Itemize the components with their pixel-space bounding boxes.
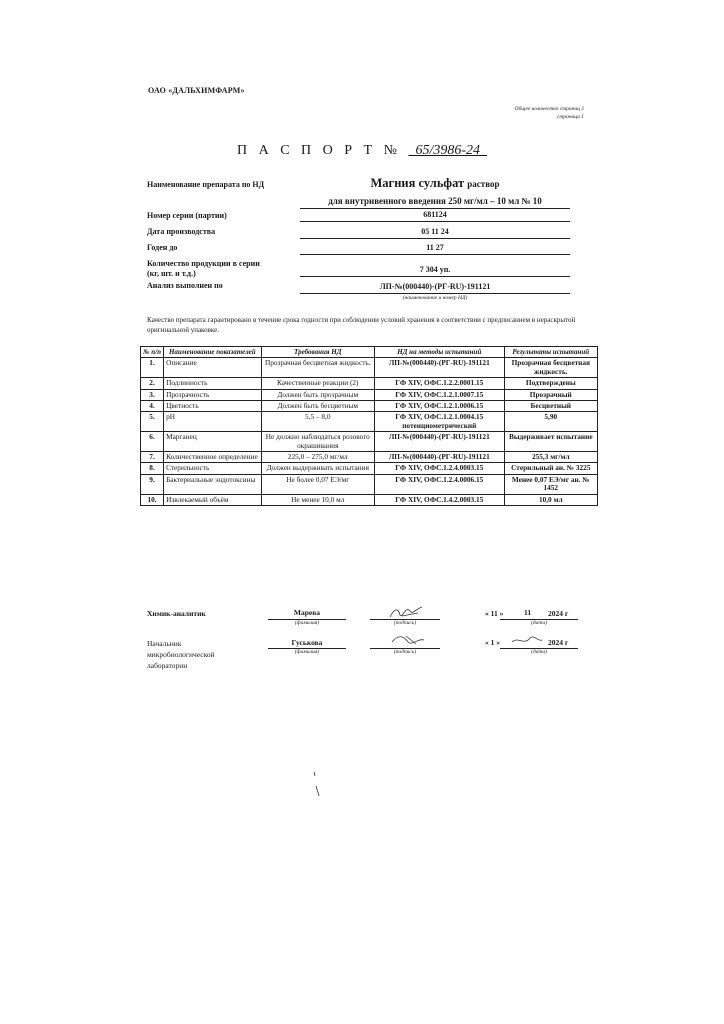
expiry-value: 11 27 (426, 243, 444, 252)
drug-form: раствор (467, 179, 500, 189)
cell-indicator: Прозрачность (164, 389, 261, 400)
page-info (514, 105, 584, 121)
qty-label-line1: Количество продукции в серии (147, 259, 260, 268)
head-cap-sign: (подпись) (393, 649, 417, 655)
header-num: № п/п (141, 347, 164, 358)
drug-name-main: Магния сульфат (370, 176, 465, 190)
title-prefix: П А С П О Р Т № (236, 143, 401, 158)
cell-method: ЛП-№(000440)-(РГ-RU)-191121 (375, 452, 505, 463)
cell-indicator: Цветность (164, 401, 261, 412)
cell-result: Менее 0,07 ЕЭ/мг ан. № 1452 (504, 474, 597, 494)
cell-method: ЛП-№(000440)-(РГ-RU)-191121 (375, 432, 505, 452)
results-table (140, 346, 598, 506)
cell-indicator: Марганец (164, 432, 261, 452)
table-row (141, 452, 598, 463)
quality-statement: Качество препарата гарантировано в течение срока годности при соблюдении условий хранения в соответствии с предписанием в нераскрытой оригинальной упаковке. (147, 316, 576, 334)
head-role-line1: Начальник (147, 639, 182, 648)
chemist-name: Марева (293, 608, 321, 617)
scan-mark (310, 770, 322, 798)
cell-num: 9. (141, 474, 164, 494)
cell-indicator: Количественное определение (164, 452, 261, 463)
table-row (141, 412, 598, 432)
chemist-cap-surname: (фамилия) (294, 620, 320, 626)
batch-label: Номер серии (партии) (147, 211, 227, 220)
cell-requirement: 5,5 – 8,0 (261, 412, 374, 432)
underline-date (300, 238, 570, 239)
pages-total: Общее количество страниц 2 (514, 106, 584, 112)
cell-result: 255,3 мг/мл (504, 452, 597, 463)
header-indicator: Наименование показателей (164, 347, 261, 358)
cell-requirement: Должен быть бесцветным (261, 401, 374, 412)
head-cap-date: (дата) (531, 649, 547, 655)
name-label: Наименование препарата по НД (147, 180, 265, 189)
date-label: Дата производства (147, 227, 216, 236)
cell-result: Подтверждены (504, 378, 597, 389)
cell-result: Бесцветный (504, 401, 597, 412)
cell-num: 8. (141, 463, 164, 474)
table-row (141, 358, 598, 378)
head-role-line2: микробиологической (147, 650, 215, 659)
chemist-cap-sign: (подпись) (393, 620, 417, 626)
analysis-caption: (наименование и номер НД) (402, 295, 468, 301)
cell-indicator: Подлинность (164, 378, 261, 389)
cell-result: Выдерживает испытание (504, 432, 597, 452)
drug-name (300, 176, 570, 191)
cell-requirement: Должен быть прозрачным (261, 389, 374, 400)
cell-num: 7. (141, 452, 164, 463)
cell-method: ЛП-№(000440)-(РГ-RU)-191121 (375, 358, 505, 378)
company-name: ОАО «ДАЛЬХИМФАРМ» (148, 86, 245, 95)
cell-method: ГФ XIV, ОФС.1.2.4.0003.15 (375, 463, 505, 474)
table-row (141, 389, 598, 400)
expiry-label: Годен до (147, 243, 178, 252)
head-signature (372, 628, 442, 650)
cell-result: 10,0 мл (504, 494, 597, 505)
header-results: Результаты испытаний (504, 347, 597, 358)
table-row (141, 494, 598, 505)
analysis-value: ЛП-№(000440)-(РГ-RU)-191121 (379, 282, 491, 291)
drug-name-sub: для внутривенного введения 250 мг/мл – 10 мл № 10 (328, 196, 542, 206)
underline-batch (300, 221, 570, 222)
table-header-row (141, 347, 598, 358)
date-value: 05 11 24 (421, 227, 449, 236)
underline-analysis (300, 293, 570, 294)
cell-indicator: pH (164, 412, 261, 432)
page-current: страница 1 (556, 114, 584, 120)
cell-indicator: Стерильность (164, 463, 261, 474)
head-name: Гуськова (291, 638, 323, 647)
head-cap-surname: (фамилия) (294, 649, 320, 655)
cell-requirement: Не более 0,07 ЕЭ/мг (261, 474, 374, 494)
cell-num: 2. (141, 378, 164, 389)
table-row (141, 401, 598, 412)
cell-num: 3. (141, 389, 164, 400)
cell-requirement: Не менее 10,0 мл (261, 494, 374, 505)
underline-expiry (300, 254, 570, 255)
head-date-day: « 1 » (485, 638, 500, 647)
chemist-cap-date: (дата) (531, 620, 547, 626)
head-date-month-handwritten (508, 632, 544, 648)
cell-result: Прозрачный (504, 389, 597, 400)
cell-num: 1. (141, 358, 164, 378)
table-row (141, 378, 598, 389)
cell-indicator: Описание (164, 358, 261, 378)
cell-requirement: Прозрачная бесцветная жидкость. (261, 358, 374, 378)
cell-method: ГФ XIV, ОФС.1.2.1.0007.15 (375, 389, 505, 400)
cell-method: ГФ XIV, ОФС.1.2.1.0006.15 (375, 401, 505, 412)
table-row (141, 463, 598, 474)
cell-indicator: Извлекаемый объём (164, 494, 261, 505)
qty-label-line2: (кг, шт. и т.д.) (147, 269, 196, 278)
table-row (141, 432, 598, 452)
head-date-year: 2024 г (548, 638, 569, 647)
cell-method: ГФ XIV, ОФС.1.2.1.0004.15 потенциометрический (375, 412, 505, 432)
chemist-role: Химик-аналитик (147, 609, 206, 618)
cell-num: 4. (141, 401, 164, 412)
cell-num: 6. (141, 432, 164, 452)
document-title (0, 143, 724, 159)
cell-requirement: 225,0 – 275,0 мг/мл (261, 452, 374, 463)
batch-value: 681124 (423, 210, 447, 219)
cell-result: 5,90 (504, 412, 597, 432)
cell-requirement: Качественные реакции (2) (261, 378, 374, 389)
cell-method: ГФ XIV, ОФС.1.4.2.0003.15 (375, 494, 505, 505)
chemist-date-month: 11 (524, 608, 532, 617)
cell-indicator: Бактериальные эндотоксины (164, 474, 261, 494)
analysis-label: Анализ выполнен по (147, 281, 223, 290)
cell-method: ГФ XIV, ОФС.1.2.2.0001.15 (375, 378, 505, 389)
cell-num: 10. (141, 494, 164, 505)
cell-method: ГФ XIV, ОФС.1.2.4.0006.15 (375, 474, 505, 494)
table-row (141, 474, 598, 494)
chemist-date-day: « 11 » (485, 609, 504, 618)
cell-requirement: Не должно наблюдаться розового окрашивания (261, 432, 374, 452)
cell-result: Прозрачная бесцветная жидкость. (504, 358, 597, 378)
qty-label (147, 259, 297, 279)
head-role-line3: лаборатории (147, 661, 188, 670)
passport-number: _65/3986-24_ (408, 143, 488, 158)
head-role (147, 638, 215, 671)
cell-result: Стерильный ан. № 3225 (504, 463, 597, 474)
qty-value: 7 304 уп. (419, 265, 451, 274)
header-methods: НД на методы испытаний (375, 347, 505, 358)
underline-qty (300, 276, 570, 277)
header-requirements: Требования НД (261, 347, 374, 358)
underline-name (300, 208, 570, 209)
cell-num: 5. (141, 412, 164, 432)
cell-requirement: Должен выдерживать испытания (261, 463, 374, 474)
chemist-date-year: 2024 г (548, 609, 569, 618)
